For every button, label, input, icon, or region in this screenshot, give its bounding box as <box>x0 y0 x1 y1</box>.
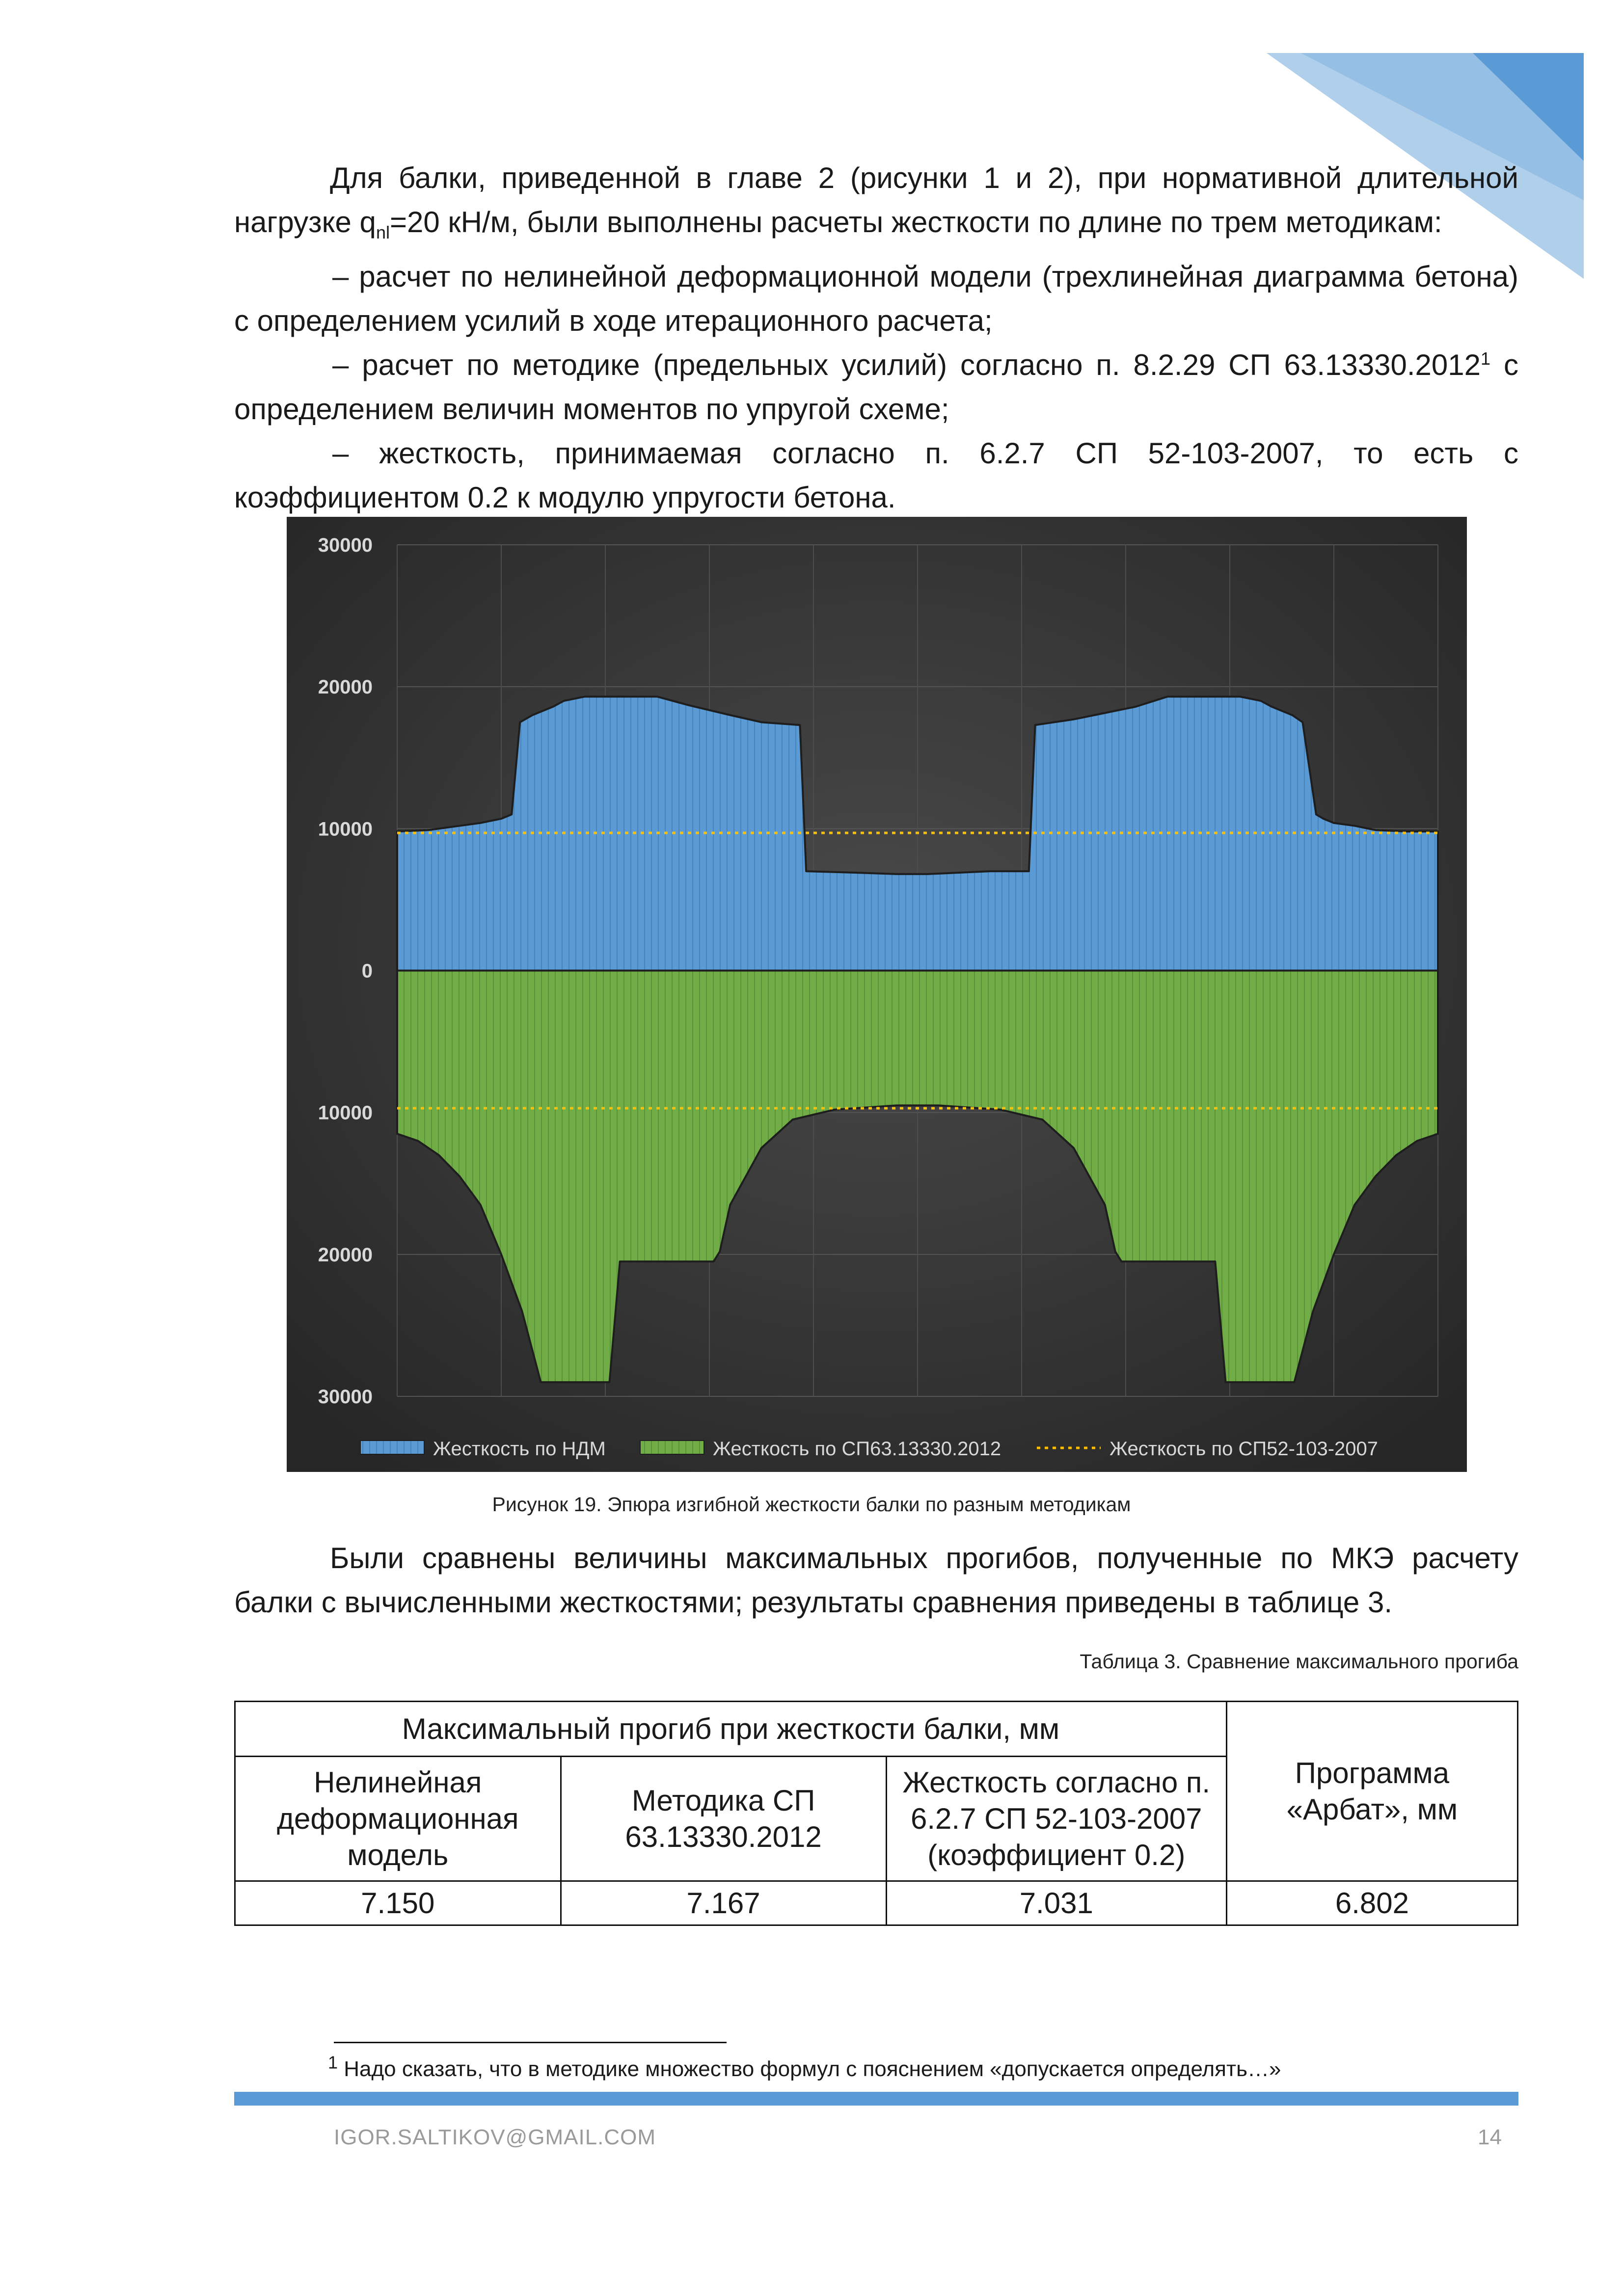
header-sp63: Методика СП 63.13330.2012 <box>561 1757 886 1881</box>
bullet-1: – расчет по нелинейной деформационной модели (трехлинейная диаграмма бетона) с определением усилий в ходе итерационного расчета; <box>234 260 1518 337</box>
legend-sp52-label: Жесткость по СП52-103-2007 <box>1109 1438 1378 1460</box>
y-tick-label: 30000 <box>318 1386 373 1408</box>
footer-bar <box>234 2092 1518 2106</box>
y-tick-label: 20000 <box>318 1244 373 1266</box>
value-ndm: 7.150 <box>235 1881 561 1925</box>
bullet-3: – жесткость, принимаемая согласно п. 6.2.7 СП 52-103-2007, то есть с коэффициентом 0.2 к модулю упругости бетона. <box>234 437 1518 514</box>
bullet-2a: – расчет по методике (предельных усилий) согласно п. 8.2.29 СП 63.13330.2012 <box>332 348 1481 381</box>
footnote <box>328 2052 1281 2083</box>
p1-subscript: nl <box>376 222 390 242</box>
y-tick-label: 30000 <box>318 534 373 556</box>
page-number: 14 <box>1478 2125 1502 2149</box>
header-sp52: Жесткость согласно п. 6.2.7 СП 52-103-2007 (коэффициент 0.2) <box>886 1757 1226 1881</box>
table-caption: Таблица 3. Сравнение максимального прогиба <box>1080 1650 1518 1673</box>
y-tick-label: 20000 <box>318 676 373 698</box>
legend-sp63-label: Жесткость по СП63.13330.2012 <box>713 1438 1001 1460</box>
footer-email: IGOR.SALTIKOV@GMAIL.COM <box>334 2125 656 2149</box>
figure-caption: Рисунок 19. Эпюра изгибной жесткости балки по разным методикам <box>492 1493 1131 1516</box>
value-sp63: 7.167 <box>561 1881 886 1925</box>
footnote-ref: 1 <box>1481 348 1491 369</box>
stiffness-chart <box>287 517 1467 1472</box>
y-tick-label: 10000 <box>318 818 373 840</box>
value-sp52: 7.031 <box>886 1881 1226 1925</box>
table-row <box>235 1881 1518 1925</box>
group-header: Максимальный прогиб при жесткости балки, мм <box>235 1702 1227 1757</box>
p1-part1: Для балки, приведенной в главе 2 (рисунки 1 и 2), при нормативной длительной нагрузке q <box>234 161 1518 239</box>
comparison-text <box>234 1536 1518 1625</box>
bullet-2b: с определением величин моментов по упругой схеме; <box>234 348 1519 426</box>
legend-sp63-swatch <box>640 1441 704 1454</box>
comparison-table <box>234 1701 1518 1926</box>
footnote-mark: 1 <box>328 2052 338 2073</box>
y-tick-label: 10000 <box>318 1102 373 1124</box>
footnote-separator <box>334 2042 727 2043</box>
paragraph-2: Были сравнены величины максимальных прогибов, полученные по МКЭ расчету балки с вычисленными жесткостями; результаты сравнения приведены в таблице 3. <box>234 1542 1518 1619</box>
legend-ndm-swatch <box>360 1441 424 1454</box>
value-arbat: 6.802 <box>1226 1881 1517 1925</box>
header-ndm: Нелинейная деформационная модель <box>235 1757 561 1881</box>
p1-part2: =20 кН/м, были выполнены расчеты жесткости по длине по трем методикам: <box>389 206 1442 239</box>
header-arbat: Программа «Арбат», мм <box>1226 1702 1517 1881</box>
y-tick-label: 0 <box>361 960 373 982</box>
intro-text <box>234 156 1518 520</box>
legend-ndm-label: Жесткость по НДМ <box>433 1438 606 1460</box>
footnote-text: Надо сказать, что в методике множество формул с пояснением «допускается определять…» <box>338 2057 1281 2081</box>
